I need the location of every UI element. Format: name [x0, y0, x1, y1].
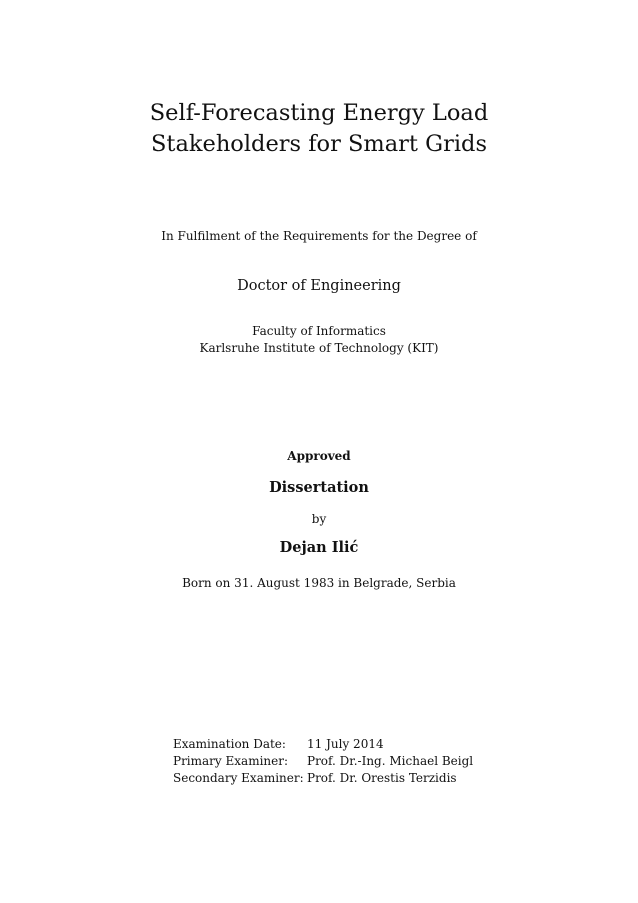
examination-details — [173, 736, 473, 787]
exam-row-secondary — [173, 770, 473, 787]
exam-label: Secondary Examiner: — [173, 771, 304, 785]
exam-label: Examination Date: — [173, 737, 286, 751]
exam-value: 11 July 2014 — [307, 737, 384, 751]
dissertation-label: Dissertation — [269, 479, 369, 496]
faculty-name: Faculty of Informatics — [252, 324, 386, 338]
by-label: by — [311, 512, 327, 526]
exam-value: Prof. Dr. Orestis Terzidis — [307, 771, 457, 785]
thesis-title-line-2: Stakeholders for Smart Grids — [151, 131, 487, 157]
thesis-title-line-1: Self-Forecasting Energy Load — [149, 100, 489, 126]
institute-name: Karlsruhe Institute of Technology (KIT) — [199, 341, 439, 355]
author-name: Dejan Ilić — [279, 539, 359, 556]
approved-label: Approved — [287, 449, 351, 463]
thesis-title — [0, 98, 638, 160]
exam-label: Primary Examiner: — [173, 754, 289, 768]
exam-row-primary — [173, 753, 473, 770]
exam-row-date — [173, 736, 473, 753]
exam-value: Prof. Dr.-Ing. Michael Beigl — [307, 754, 474, 768]
degree-name: Doctor of Engineering — [237, 278, 401, 294]
fulfilment-statement: In Fulfilment of the Requirements for the Degree of — [161, 229, 477, 243]
birth-statement: Born on 31. August 1983 in Belgrade, Serbia — [182, 576, 456, 590]
